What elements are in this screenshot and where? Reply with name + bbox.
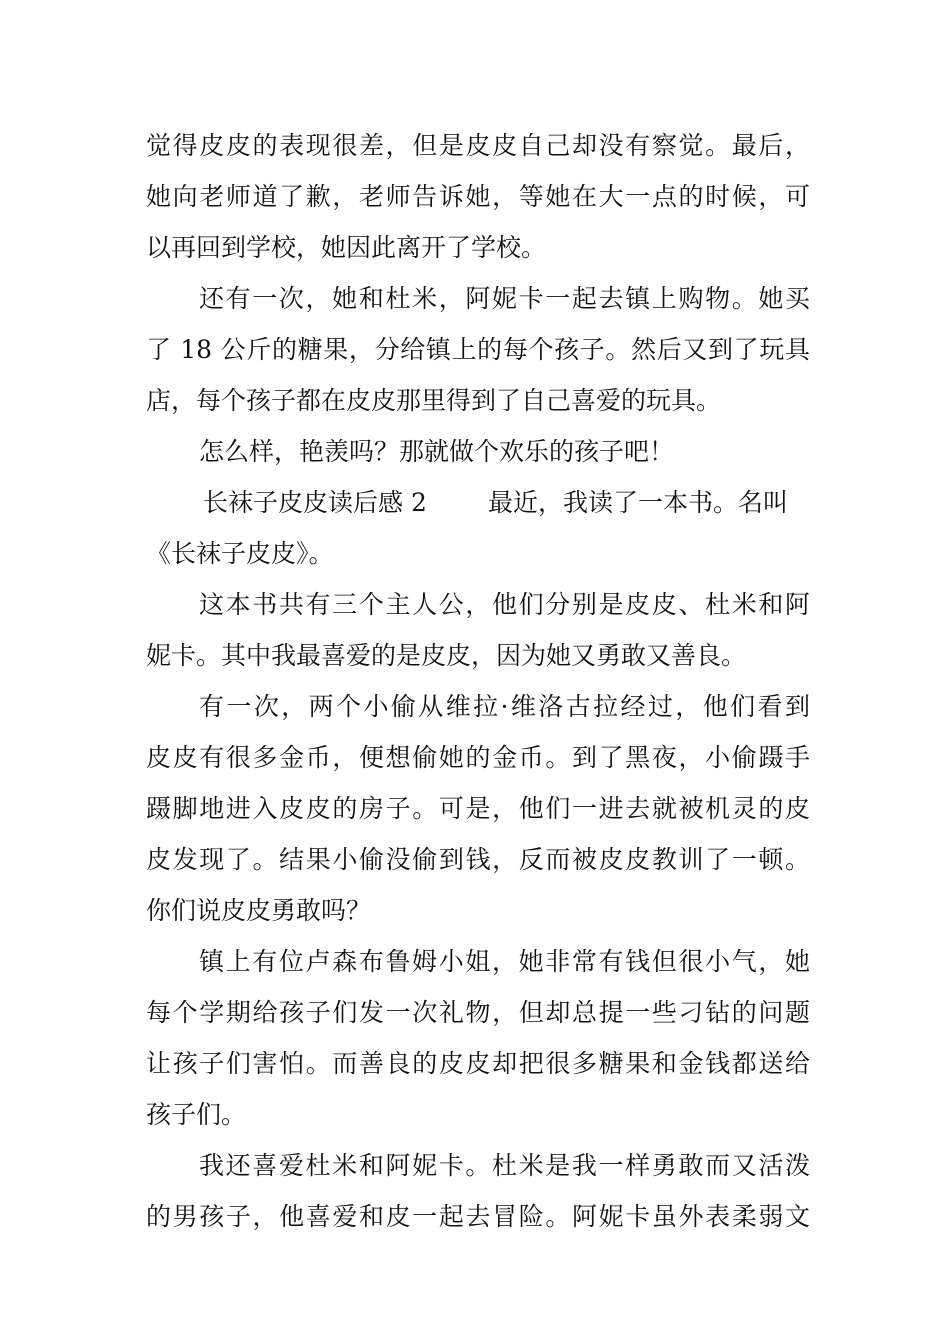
text-line: 皮发现了。结果小偷没偷到钱，反而被皮皮教训了一顿。	[146, 845, 810, 874]
text-line: 怎么样，艳羡吗？那就做个欢乐的孩子吧！	[199, 437, 675, 466]
text-line: 以再回到学校，她因此离开了学校。	[146, 233, 547, 262]
text-line: 妮卡。其中我最喜爱的是皮皮，因为她又勇敢又善良。	[146, 641, 747, 670]
section-heading: 长袜子皮皮读后感 2	[203, 488, 427, 517]
text-fragment: 最近，我读了一本书。名叫	[488, 488, 789, 517]
text-line: 还有一次，她和杜米，阿妮卡一起去镇上购物。她买	[199, 284, 810, 313]
text-line: 有一次，两个小偷从维拉·维洛古拉经过，他们看到	[199, 692, 810, 721]
text-line: 镇上有位卢森布鲁姆小姐，她非常有钱但很小气，她	[199, 947, 810, 976]
text-line: 了 18 公斤的糖果，分给镇上的每个孩子。然后又到了玩具	[146, 335, 810, 364]
text-line: 《长袜子皮皮》。	[146, 539, 334, 568]
text-line: 这本书共有三个主人公，他们分别是皮皮、杜米和阿	[199, 590, 810, 619]
text-line: 的男孩子，他喜爱和皮一起去冒险。阿妮卡虽外表柔弱文	[146, 1202, 810, 1231]
text-line: 每个学期给孩子们发一次礼物，但却总提一些刁钻的问题	[146, 998, 810, 1027]
text-line: 皮皮有很多金币，便想偷她的金币。到了黑夜，小偷蹑手	[146, 743, 810, 772]
text-line: 她向老师道了歉，老师告诉她，等她在大一点的时候，可	[146, 182, 810, 211]
text-line: 蹑脚地进入皮皮的房子。可是，他们一进去就被机灵的皮	[146, 794, 810, 823]
text-line: 让孩子们害怕。而善良的皮皮却把很多糖果和金钱都送给	[146, 1049, 810, 1078]
text-line: 我还喜爱杜米和阿妮卡。杜米是我一样勇敢而又活泼	[199, 1151, 810, 1180]
text-line: 孩子们。	[146, 1100, 247, 1129]
text-line: 店，每个孩子都在皮皮那里得到了自己喜爱的玩具。	[146, 386, 722, 415]
heading-line	[146, 483, 810, 523]
text-line: 觉得皮皮的表现很差，但是皮皮自己却没有察觉。最后，	[146, 131, 810, 160]
text-line: 你们说皮皮勇敢吗？	[146, 896, 372, 925]
